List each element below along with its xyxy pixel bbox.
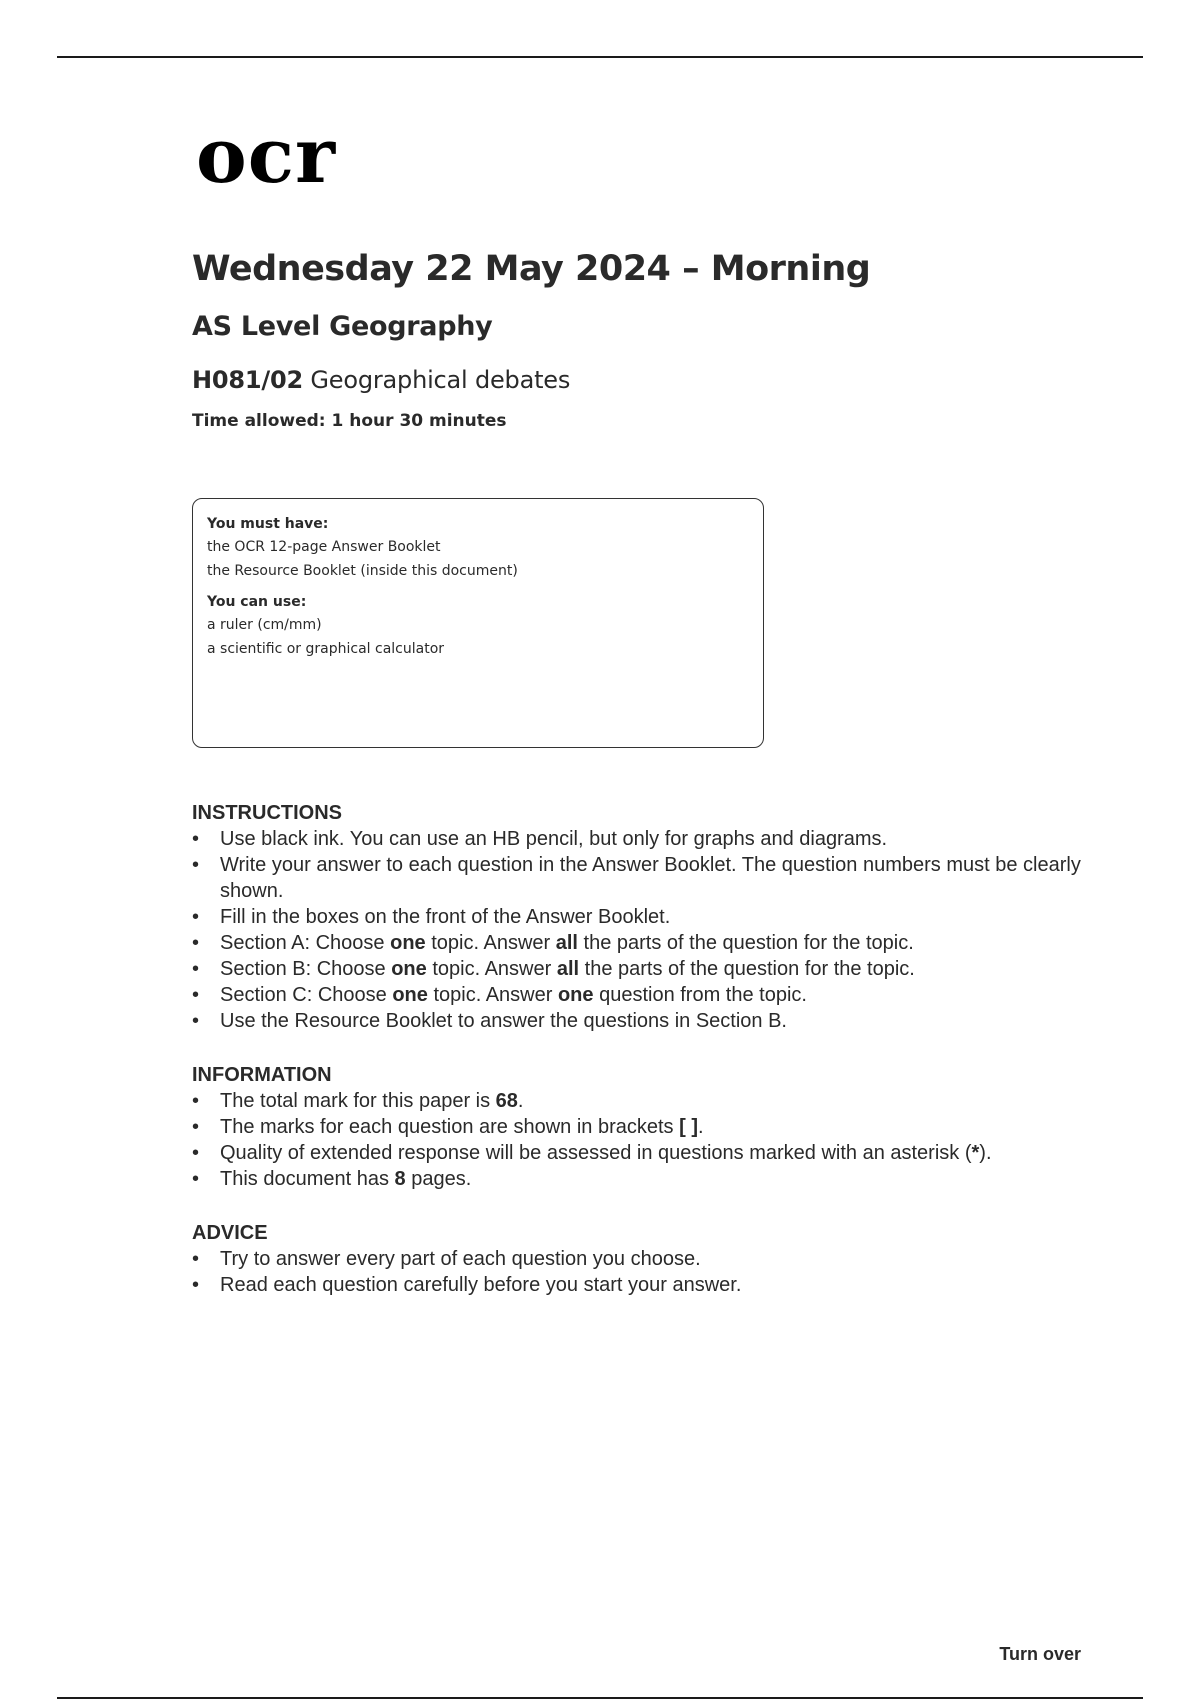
- emphasis-text: one: [557, 984, 594, 1006]
- information-section: [192, 1062, 1092, 1192]
- emphasis-text: one: [391, 958, 427, 980]
- instructions-heading: INSTRUCTIONS: [192, 802, 342, 824]
- item-text: Try to answer every part of each question you choose.: [220, 1248, 701, 1270]
- must-have-item: the OCR 12-page Answer Booklet: [207, 539, 441, 555]
- list-item: [192, 1272, 1092, 1298]
- bullet-point: •: [192, 1142, 200, 1164]
- emphasis-text: *: [971, 1142, 980, 1164]
- top-rule: [57, 56, 1143, 58]
- item-text: This document has: [220, 1168, 395, 1190]
- emphasis-text: 8: [394, 1168, 406, 1190]
- instructions-section: [192, 800, 1092, 1034]
- bullet-point: •: [192, 1116, 200, 1138]
- item-text: Write your answer to each question in the Answer Booklet. The question numbers must be clearly shown.: [220, 854, 1081, 902]
- list-item: [192, 1246, 1092, 1272]
- item-text: Section B: Choose: [220, 958, 392, 980]
- bullet-point: •: [192, 906, 200, 928]
- instructions-list: [192, 826, 1092, 1034]
- information-heading: INFORMATION: [192, 1064, 332, 1086]
- exam-date-title: Wednesday 22 May 2024 – Morning: [192, 249, 871, 289]
- advice-heading: ADVICE: [192, 1222, 268, 1244]
- bullet-point: •: [192, 984, 200, 1006]
- advice-list: [192, 1246, 1092, 1298]
- bullet-point: •: [192, 932, 200, 954]
- emphasis-text: 68: [495, 1090, 518, 1112]
- bullet-point: •: [192, 1248, 200, 1270]
- item-text: ).: [979, 1142, 992, 1164]
- list-item: [192, 930, 1092, 956]
- time-allowed: Time allowed: 1 hour 30 minutes: [192, 411, 507, 431]
- item-text: question from the topic.: [593, 984, 807, 1006]
- bullet-point: •: [192, 958, 200, 980]
- item-text: topic. Answer: [425, 932, 556, 954]
- advice-section: [192, 1220, 1092, 1298]
- item-text: topic. Answer: [426, 958, 557, 980]
- list-item: [192, 1008, 1092, 1034]
- paper-header: [192, 249, 871, 431]
- emphasis-text: one: [390, 932, 426, 954]
- list-item: [192, 982, 1092, 1008]
- emphasis-text: all: [555, 932, 578, 954]
- bullet-point: •: [192, 854, 200, 876]
- must-have-label: You must have:: [207, 516, 329, 532]
- item-text: Quality of extended response will be assessed in questions marked with an asterisk (: [220, 1142, 972, 1164]
- item-text: .: [698, 1116, 704, 1138]
- bullet-point: •: [192, 1010, 200, 1032]
- item-text: the parts of the question for the topic.: [577, 932, 914, 954]
- turn-over-label: Turn over: [999, 1644, 1081, 1664]
- item-text: The marks for each question are shown in brackets: [220, 1116, 680, 1138]
- emphasis-text: one: [392, 984, 428, 1006]
- item-text: Fill in the boxes on the front of the Answer Booklet.: [220, 906, 671, 928]
- bottom-rule: [57, 1697, 1143, 1699]
- list-item: [192, 852, 1092, 904]
- list-item: [192, 826, 1092, 852]
- bullet-point: •: [192, 1168, 200, 1190]
- item-text: topic. Answer: [427, 984, 558, 1006]
- emphasis-text: all: [556, 958, 580, 980]
- list-item: [192, 904, 1092, 930]
- bullet-point: •: [192, 1090, 200, 1112]
- can-use-item: a scientific or graphical calculator: [207, 641, 445, 657]
- item-text: Use black ink. You can use an HB pencil, but only for graphs and diagrams.: [220, 828, 888, 850]
- subject-title: AS Level Geography: [192, 311, 493, 342]
- paper-title: [192, 368, 870, 392]
- bullet-point: •: [192, 828, 200, 850]
- item-text: pages.: [405, 1168, 472, 1190]
- list-item: [192, 956, 1092, 982]
- can-use-label: You can use:: [207, 594, 307, 610]
- list-item: [192, 1166, 1092, 1192]
- item-text: Use the Resource Booklet to answer the questions in Section B.: [220, 1010, 787, 1032]
- list-item: [192, 1114, 1092, 1140]
- information-list: [192, 1088, 1092, 1192]
- item-text: the parts of the question for the topic.: [579, 958, 915, 980]
- paper-name: Geographical debates: [310, 366, 571, 394]
- item-text: Section C: Choose: [220, 984, 393, 1006]
- item-text: .: [517, 1090, 524, 1112]
- item-text: Section A: Choose: [220, 932, 391, 954]
- equipment-box: [192, 498, 764, 748]
- bullet-point: •: [192, 1274, 200, 1296]
- paper-code: H081/02: [192, 366, 303, 394]
- emphasis-text: [ ]: [679, 1116, 699, 1138]
- must-have-item: the Resource Booklet (inside this document): [207, 563, 518, 579]
- list-item: [192, 1140, 1092, 1166]
- item-text: The total mark for this paper is: [220, 1090, 496, 1112]
- can-use-item: a ruler (cm/mm): [207, 617, 322, 633]
- item-text: Read each question carefully before you start your answer.: [220, 1274, 742, 1296]
- list-item: [192, 1088, 1092, 1114]
- ocr-logo: ocr: [196, 111, 337, 200]
